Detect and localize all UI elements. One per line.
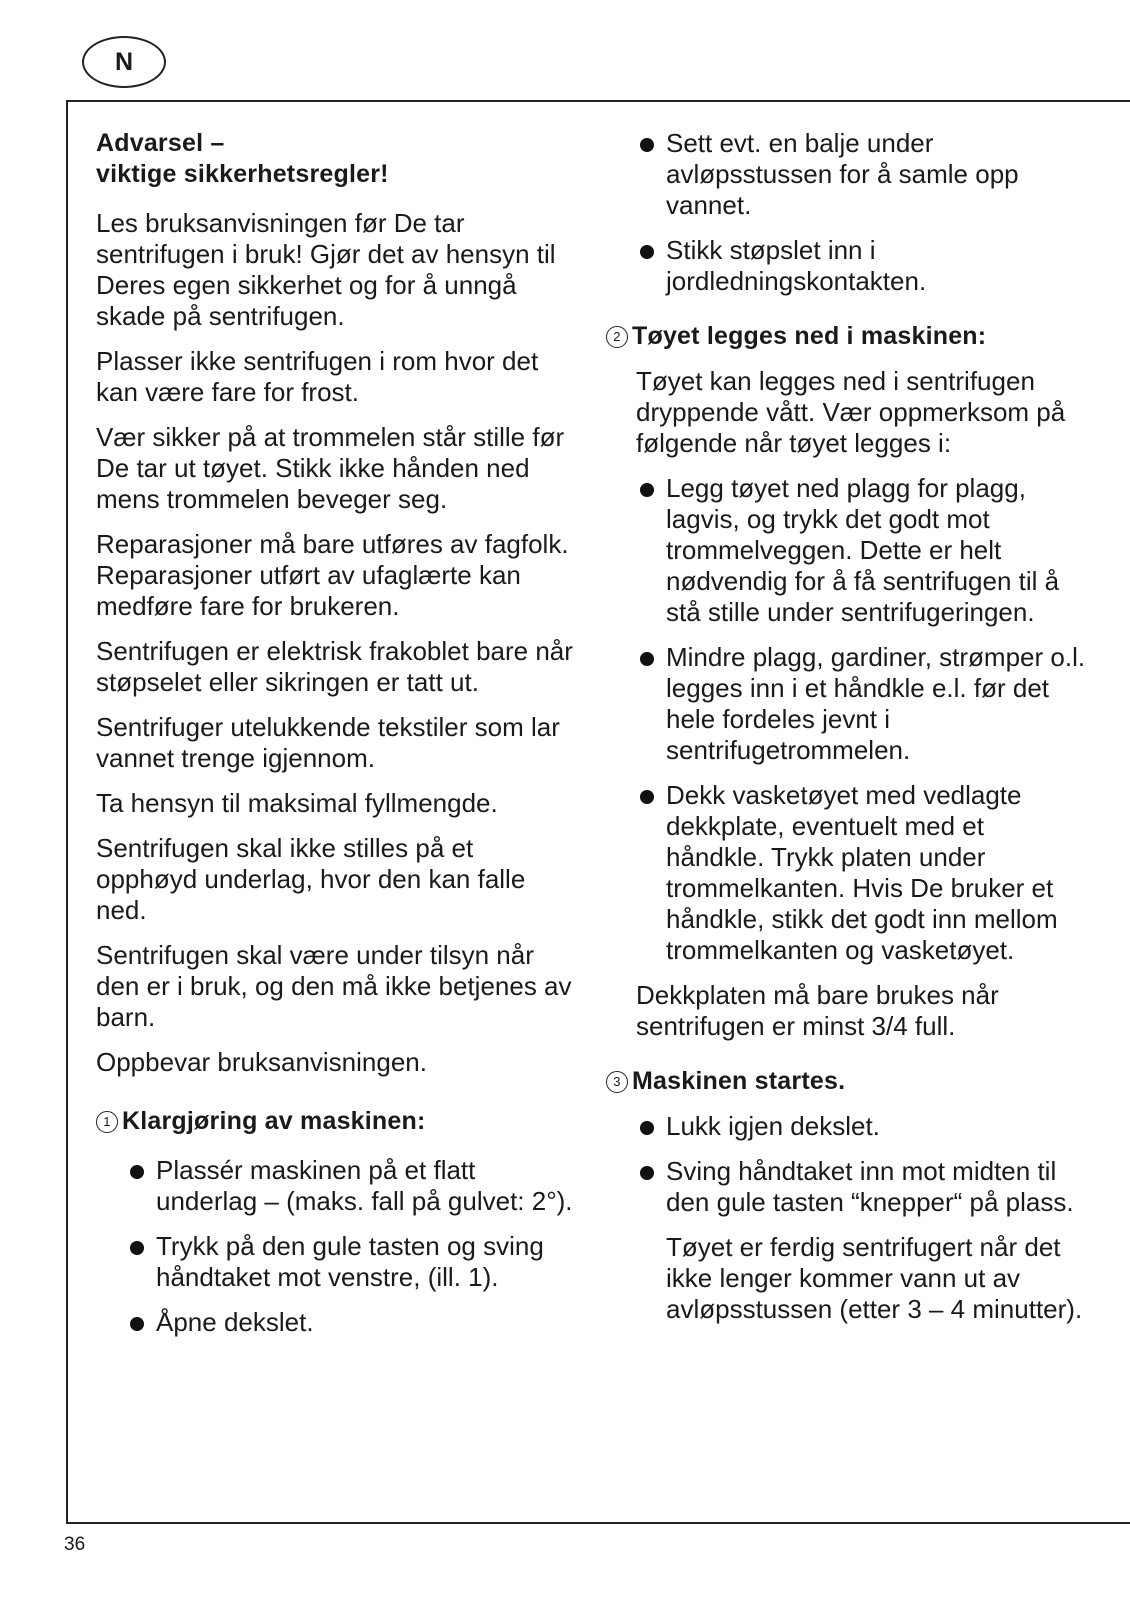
safety-paragraph: Sentrifugen skal være under tilsyn når den er i bruk, og den må ikke betjenes av barn.	[96, 940, 572, 1032]
bullet-item: Lukk igjen dekslet.	[636, 1111, 1086, 1142]
section3-note: Tøyet er ferdig sentrifugert når det ikke lenger kommer vann ut av avløpsstussen (etter 3 – 4 minutter).	[666, 1232, 1083, 1324]
safety-paragraph: Oppbevar bruksanvisningen.	[96, 1047, 427, 1077]
section3-heading	[606, 1066, 1086, 1097]
warning-title-line2: viktige sikkerhetsregler!	[96, 160, 389, 188]
section2-title: Tøyet legges ned i maskinen:	[632, 322, 987, 350]
bullet-item: Dekk vasketøyet med vedlagte dekkplate, eventuelt med et håndkle. Trykk platen under trommelkanten. Hvis De bruker et håndkle, stikk det godt inn mellom trommelkanten og vasketøyet.	[636, 780, 1086, 966]
bullet-item: Mindre plagg, gardiner, strømper o.l. legges inn i et håndkle e.l. før det hele fordeles jevnt i sentrifugetrommelen.	[636, 642, 1086, 766]
section1-heading	[96, 1106, 576, 1137]
bullet-item: Stikk støpslet inn i jordledningskontakten.	[636, 235, 1086, 297]
section3-number-icon: 3	[606, 1071, 628, 1093]
safety-paragraph: Les bruksanvisningen før De tar sentrifugen i bruk! Gjør det av hensyn til Deres egen sikkerhet og for å unngå skade på sentrifugen.	[96, 208, 556, 331]
bullet-item: Sett evt. en balje under avløpsstussen for å samle opp vannet.	[636, 128, 1086, 221]
section3-title: Maskinen startes.	[632, 1067, 846, 1095]
section2-heading	[606, 321, 1086, 352]
bullet-item: Sving håndtaket inn mot midten til den gule tasten “knepper“ på plass.	[636, 1156, 1086, 1218]
left-column	[96, 128, 576, 1338]
safety-paragraph: Plasser ikke sentrifugen i rom hvor det kan være fare for frost.	[96, 346, 539, 407]
right-column	[606, 128, 1086, 1325]
page-number: 36	[64, 1534, 86, 1555]
safety-paragraph: Vær sikker på at trommelen står stille før De tar ut tøyet. Stikk ikke hånden ned mens trommelen beveger seg.	[96, 422, 565, 514]
bullet-item: Trykk på den gule tasten og sving håndtaket mot venstre, (ill. 1).	[126, 1231, 576, 1293]
section1-number-icon: 1	[96, 1111, 118, 1133]
section2-note: Dekkplaten må bare brukes når sentrifugen er minst 3/4 full.	[636, 980, 999, 1041]
warning-title-line1: Advarsel –	[96, 129, 225, 157]
safety-paragraph: Ta hensyn til maksimal fyllmengde.	[96, 788, 498, 818]
safety-paragraph: Sentrifugen er elektrisk frakoblet bare når støpselet eller sikringen er tatt ut.	[96, 636, 573, 697]
bullet-item: Åpne dekslet.	[126, 1307, 576, 1338]
language-badge: N	[82, 36, 166, 88]
section2-intro: Tøyet kan legges ned i sentrifugen dryppende vått. Vær oppmerksom på følgende når tøyet legges i:	[636, 366, 1066, 458]
section2-number-icon: 2	[606, 326, 628, 348]
bullet-item: Legg tøyet ned plagg for plagg, lagvis, og trykk det godt mot trommelveggen. Dette er helt nødvendig for å få sentrifugen til å stå stille under sentrifugeringen.	[636, 473, 1086, 628]
section1-title: Klargjøring av maskinen:	[122, 1107, 426, 1135]
bullet-item: Plassér maskinen på et flatt underlag – (maks. fall på gulvet: 2°).	[126, 1155, 576, 1217]
safety-paragraph: Sentrifugen skal ikke stilles på et opphøyd underlag, hvor den kan falle ned.	[96, 833, 526, 925]
safety-paragraph: Reparasjoner må bare utføres av fagfolk. Reparasjoner utført av ufaglærte kan medføre fare for brukeren.	[96, 529, 569, 621]
warning-title	[96, 128, 576, 190]
safety-paragraph: Sentrifuger utelukkende tekstiler som lar vannet trenge igjennom.	[96, 712, 560, 773]
